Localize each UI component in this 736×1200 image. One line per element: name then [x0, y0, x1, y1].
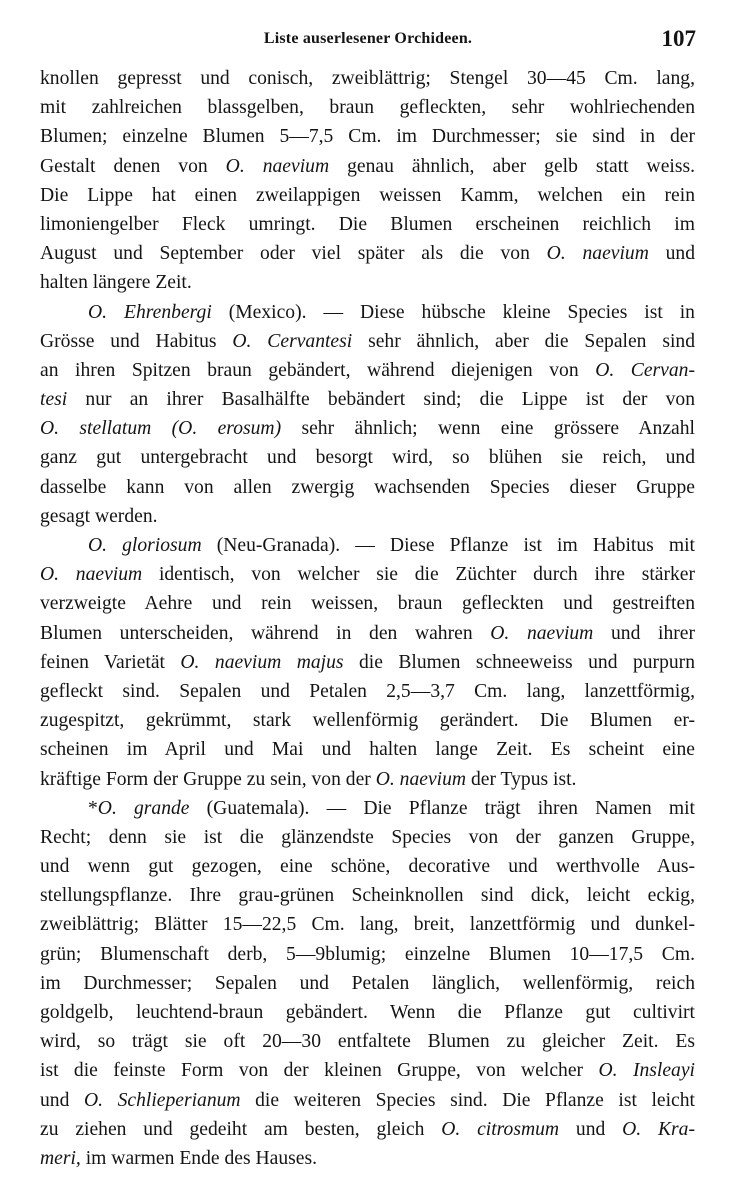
text-segment: an ihren Spitzen braun gebändert, während diejenigen von — [40, 359, 596, 381]
text-line — [40, 706, 695, 735]
text-segment: (Guatemala). — Die Pflanze trägt ihren Namen mit — [189, 797, 695, 819]
text-segment: scheinen im April und Mai und halten lange Zeit. Es scheint eine — [40, 739, 695, 761]
page-number: 107 — [661, 26, 696, 51]
text-segment: genau ähnlich, aber gelb statt weiss. — [329, 155, 695, 177]
text-segment: die weiteren Species sind. Die Pflanze ist leicht — [240, 1089, 695, 1111]
text-line — [40, 443, 695, 472]
text-segment: sehr ähnlich, aber die Sepalen sind — [352, 330, 695, 352]
text-segment: stellungspflanze. Ihre grau-grünen Scheinknollen sind dick, leicht eckig, — [40, 885, 695, 907]
text-line — [40, 940, 695, 969]
text-line — [40, 619, 695, 648]
text-line — [40, 823, 695, 852]
text-segment: Grösse und Habitus — [40, 330, 233, 352]
text-segment: sehr ähnlich; wenn eine grössere Anzahl — [281, 418, 695, 440]
italic-text: O. stellatum (O. erosum) — [40, 418, 282, 440]
text-line — [40, 1115, 695, 1144]
text-line — [40, 531, 695, 560]
italic-text: O. grande — [97, 797, 190, 819]
text-segment: halten längere Zeit. — [40, 272, 192, 294]
text-segment: dasselbe kann von allen zwergig wachsenden Species dieser Gruppe — [40, 476, 695, 498]
text-line — [40, 93, 695, 122]
text-segment: (Neu-Granada). — Diese Pflanze ist im Habitus mit — [201, 535, 695, 556]
text-segment: kräftige Form der Gruppe zu sein, von der — [40, 768, 376, 790]
text-segment: * — [88, 797, 98, 819]
text-segment: grün; Blumenschaft derb, 5—9blumig; einzelne Blumen 10—17,5 Cm. — [40, 943, 695, 965]
text-segment: knollen gepresst und conisch, zweiblättrig; Stengel 30—45 Cm. lang, — [40, 68, 695, 89]
body-text — [40, 64, 695, 1173]
text-segment: gefleckt sind. Sepalen und Petalen 2,5—3,7 Cm. lang, lanzettförmig, — [40, 680, 695, 702]
text-segment: verzweigte Aehre und rein weissen, braun gefleckten und gestreiften — [40, 593, 695, 615]
text-line — [40, 385, 695, 414]
italic-text: O. Schlieperianum — [83, 1089, 241, 1111]
text-line — [40, 239, 695, 268]
text-line — [40, 473, 695, 502]
italic-text: O. naevium — [546, 243, 649, 265]
text-segment: identisch, von welcher sie die Züchter durch ihre stärker — [142, 564, 695, 586]
italic-text: meri, — [40, 1147, 81, 1169]
text-segment: (Mexico). — Diese hübsche kleine Species ist in — [211, 301, 695, 323]
text-line — [40, 852, 695, 881]
italic-text: O. Kra- — [622, 1118, 695, 1140]
text-line — [40, 589, 695, 618]
text-segment: feinen Varietät — [40, 651, 181, 673]
text-line — [40, 735, 695, 764]
italic-text: O. naevium — [375, 768, 467, 790]
text-line — [40, 794, 695, 823]
text-segment: August und September oder viel später als die von — [40, 243, 547, 265]
text-segment: Blumen; einzelne Blumen 5—7,5 Cm. im Durchmesser; sie sind in der — [40, 126, 695, 148]
text-line — [40, 881, 695, 910]
italic-text: O. naevium — [40, 564, 143, 586]
text-line — [40, 910, 695, 939]
text-segment: und — [559, 1118, 623, 1140]
text-line — [40, 64, 695, 93]
paragraph — [40, 298, 695, 532]
text-line — [40, 502, 695, 531]
text-line — [40, 356, 695, 385]
page-header — [40, 16, 696, 56]
text-segment: zugespitzt, gekrümmt, stark wellenförmig gerändert. Die Blumen er- — [40, 710, 695, 732]
text-line — [40, 560, 695, 589]
text-line — [40, 969, 695, 998]
text-segment: limoniengelber Fleck umringt. Die Blumen erscheinen reichlich im — [40, 213, 695, 235]
text-line — [40, 677, 695, 706]
italic-text: O. gloriosum — [88, 535, 202, 556]
italic-text: O. naevium — [225, 155, 330, 177]
text-segment: goldgelb, leuchtend-braun gebändert. Wenn die Pflanze gut cultivirt — [40, 1002, 695, 1023]
italic-text: O. Insleayi — [598, 1060, 695, 1082]
text-line — [40, 298, 695, 327]
text-line — [40, 765, 695, 794]
text-segment: und wenn gut gezogen, eine schöne, decorative und werthvolle Aus- — [40, 856, 695, 878]
text-line — [40, 152, 695, 181]
italic-text: O. Cervan- — [595, 359, 695, 381]
text-line — [40, 122, 695, 151]
text-line — [40, 648, 695, 677]
text-segment: Die Lippe hat einen zweilappigen weissen Kamm, welchen ein rein — [40, 184, 695, 206]
italic-text: O. naevium majus — [180, 651, 344, 673]
paragraph — [40, 794, 695, 1173]
text-segment: und ihrer — [593, 622, 696, 644]
text-segment: im Durchmesser; Sepalen und Petalen länglich, wellenförmig, reich — [40, 972, 695, 994]
text-segment: ist die feinste Form von der kleinen Gruppe, von welcher — [40, 1060, 599, 1082]
text-segment: nur an ihrer Basalhälfte bebändert sind; die Lippe ist der von — [67, 389, 695, 411]
text-line — [40, 1144, 695, 1173]
text-segment: Gestalt denen von — [40, 155, 226, 177]
italic-text: O. naevium — [490, 622, 594, 644]
text-line — [40, 327, 695, 356]
text-line — [40, 181, 695, 210]
text-segment: die Blumen schneeweiss und purpurn — [343, 651, 695, 673]
text-segment: im warmen Ende des Hauses. — [80, 1147, 317, 1169]
text-segment: zweiblättrig; Blätter 15—22,5 Cm. lang, breit, lanzettförmig und dunkel- — [40, 914, 695, 936]
paragraph — [40, 531, 695, 794]
text-segment: Blumen unterscheiden, während in den wahren — [40, 622, 491, 644]
text-segment: zu ziehen und gedeiht am besten, gleich — [40, 1118, 442, 1140]
text-segment: und — [648, 243, 696, 265]
italic-text: tesi — [40, 389, 68, 411]
text-line — [40, 210, 695, 239]
text-line — [40, 268, 695, 297]
italic-text: O. citrosmum — [441, 1118, 560, 1140]
running-title: Liste auserlesener Orchideen. — [263, 30, 473, 47]
text-segment: ganz gut untergebracht und besorgt wird, so blühen sie reich, und — [40, 447, 695, 469]
text-segment: mit zahlreichen blassgelben, braun gefleckten, sehr wohlriechenden — [40, 97, 695, 119]
text-segment: und — [40, 1089, 84, 1111]
italic-text: O. Cervantesi — [232, 330, 353, 352]
text-line — [40, 998, 695, 1027]
text-line — [40, 1086, 695, 1115]
italic-text: O. Ehrenbergi — [88, 301, 212, 323]
text-segment: gesagt werden. — [40, 505, 158, 527]
text-segment: wird, so trägt sie oft 20—30 entfaltete Blumen zu gleicher Zeit. Es — [40, 1031, 695, 1053]
text-segment: Recht; denn sie ist die glänzendste Species von der ganzen Gruppe, — [40, 826, 695, 848]
text-line — [40, 1056, 695, 1085]
paragraph — [40, 64, 695, 298]
text-segment: der Typus ist. — [466, 768, 577, 790]
text-line — [40, 414, 695, 443]
text-line — [40, 1027, 695, 1056]
